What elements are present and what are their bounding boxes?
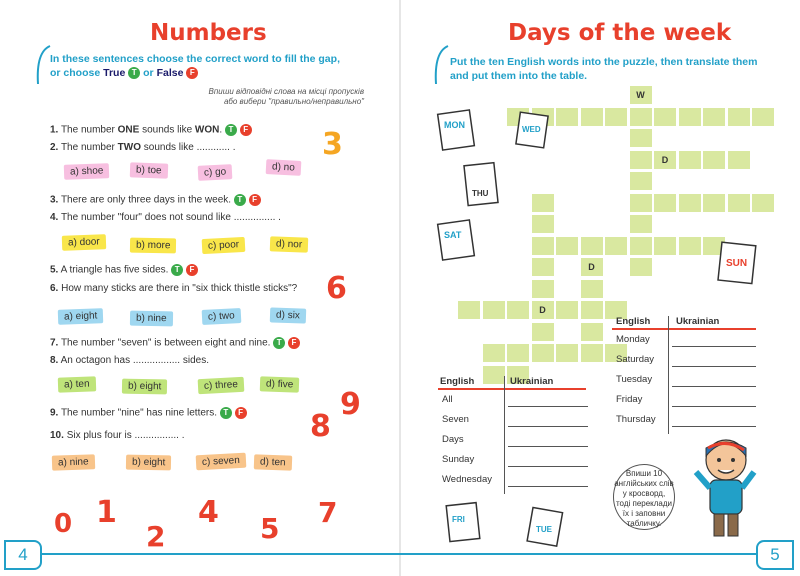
crossword-cell[interactable] [605,108,627,126]
monday-calendar-icon [436,108,476,152]
question-number: 3. [50,194,59,206]
bubble-line: табличку. [626,519,662,528]
false-badge[interactable]: F [249,194,261,206]
subtitle-line1: Впиши відповідні слова на місці пропусків [208,87,364,96]
crossword-cell[interactable] [532,215,554,233]
crossword-cell[interactable] [728,194,750,212]
number-nine-character-icon [336,386,366,420]
number-seven-character-icon [314,494,344,528]
bubble-line: їх і заповни [622,509,666,518]
question-5 [50,264,198,276]
crossword-cell[interactable] [654,108,676,126]
page-title: Numbers [150,20,267,46]
instruction-arc-decoration [432,44,452,88]
deco-digit: 1 [96,495,117,528]
instructions-line2 [50,66,370,80]
deco-digit: 2 [146,520,166,552]
question-text: Six plus four is ................ . [66,430,185,441]
false-badge: F [186,67,198,79]
question-3 [50,194,261,206]
question-number: 1. [50,124,59,136]
option-q8-d[interactable]: d) five [260,376,300,392]
table-row-word: Wednesday [442,474,492,485]
crossword-cell[interactable] [556,301,578,319]
crossword-cell[interactable] [507,344,529,362]
instructions-line2: and put them into the table. [450,70,588,82]
crossword-cell[interactable] [728,108,750,126]
crossword-cell[interactable] [532,344,554,362]
crossword-cell[interactable] [483,366,505,384]
footer-line [400,553,760,555]
page-number: 4 [4,540,42,570]
answer-line[interactable] [508,426,588,427]
false-word: False [156,67,184,79]
number-three-character-icon [318,126,348,160]
crossword-cell[interactable] [630,151,652,169]
boy-character-illustration [690,436,760,542]
question-text: The number "four" does not sound like ............... . [60,212,281,223]
crossword-cell[interactable] [581,323,603,341]
option-q10-d[interactable]: d) ten [254,454,292,470]
crossword-cell[interactable] [752,194,774,212]
crossword-cell[interactable] [532,258,554,276]
crossword-cell[interactable] [507,301,529,319]
false-badge[interactable]: F [240,124,252,136]
option-q6-b[interactable]: b) nine [130,311,173,327]
number-eight-character-icon [306,408,336,442]
crossword-cell[interactable] [703,151,725,169]
answer-line[interactable] [508,486,588,487]
crossword-cell[interactable] [605,237,627,255]
crossword-cell[interactable] [556,108,578,126]
crossword-cell[interactable] [556,237,578,255]
option-q4-b[interactable]: b) more [130,238,177,254]
table-header-english: English [440,376,475,387]
calendar-label: SAT [444,230,462,240]
instructions-or: or [143,67,154,79]
true-word: True [103,67,126,79]
question-text: sounds like [140,142,197,153]
deco-digit: 6 [326,271,347,304]
deco-digit: 4 [198,495,219,528]
crossword-cell[interactable] [581,344,603,362]
false-badge[interactable]: F [235,407,247,419]
question-bold: TWO [117,142,141,153]
crossword-cell[interactable]: D [532,301,554,319]
option-q2-c[interactable]: c) go [198,164,233,181]
option-q2-b[interactable]: b) toe [130,162,168,178]
question-text: How many sticks are there in "six thick thistle sticks"? [61,283,298,294]
question-number: 6. [50,283,59,294]
false-badge[interactable]: F [288,337,300,349]
false-badge[interactable]: F [186,264,198,276]
bubble-line: тоді переклади [615,499,673,508]
question-7 [50,337,300,349]
question-6 [50,283,297,294]
option-q8-a[interactable]: a) ten [58,376,96,392]
number-five-character-icon [256,510,286,544]
crossword-cell[interactable] [679,194,701,212]
crossword-cell[interactable] [532,323,554,341]
number-one-character-icon [92,494,122,528]
question-text: The number "seven" is between eight and nine. [60,337,271,349]
deco-digit: 8 [310,409,331,442]
table-row-word: Friday [616,394,643,405]
question-text: An octagon has ................. sides. [60,355,209,366]
question-2 [50,142,235,153]
answer-line[interactable] [508,406,588,407]
option-q4-c[interactable]: c) poor [202,237,246,254]
true-badge[interactable]: T [273,337,285,349]
crossword-cell[interactable] [581,301,603,319]
calendar-label: FRI [452,515,465,524]
crossword-cell[interactable] [630,194,652,212]
true-badge[interactable]: T [234,194,246,206]
page-number: 5 [756,540,794,570]
answer-line[interactable] [672,366,756,367]
question-number: 10. [50,430,64,441]
question-text: There are only three days in the week. [60,194,232,206]
table-header-rule [438,388,586,390]
table-row-word: Tuesday [616,374,653,385]
calendar-label: TUE [536,525,552,534]
calendar-label: SUN [726,258,748,269]
crossword-cell[interactable] [532,280,554,298]
crossword-cell[interactable]: D [581,258,603,276]
subtitle-line2: або вибери "правильно/неправильно" [223,97,364,106]
question-9 [50,407,247,419]
footer-line [40,553,400,555]
answer-line[interactable] [672,426,756,427]
number-six-character-icon [322,270,352,304]
question-bold: WON [194,124,220,136]
crossword-cell[interactable] [532,237,554,255]
deco-digit: 5 [260,512,280,544]
wednesday-calendar-icon [514,110,550,150]
number-two-character-icon [142,518,172,552]
true-badge[interactable]: T [225,124,237,136]
crossword-cell[interactable] [679,108,701,126]
page-days-of-week [400,0,800,576]
calendar-label: WED [522,125,541,134]
crossword-cell[interactable] [630,172,652,190]
saturday-calendar-icon [436,218,476,262]
table-row-word: Days [442,434,464,445]
question-number: 2. [50,142,59,153]
crossword-cell[interactable] [630,258,652,276]
crossword-cell[interactable] [630,108,652,126]
table-row-word: Saturday [616,354,655,365]
sunday-calendar-icon [716,240,760,286]
table-header-rule [612,328,756,330]
crossword-cell[interactable] [679,237,701,255]
instructions-line1: Put the ten English words into the puzzle, then translate them [450,56,758,68]
question-number: 4. [50,212,59,223]
deco-digit: 7 [318,496,338,528]
crossword-cell[interactable] [654,237,676,255]
question-bold: ONE [117,124,140,136]
question-4 [50,212,281,223]
option-q10-a[interactable]: a) nine [52,454,95,470]
question-text: The number [60,124,118,136]
crossword-cell[interactable] [703,194,725,212]
deco-digit: 9 [340,387,361,420]
instructions [450,55,780,83]
bubble-line: англійських слів [614,479,674,488]
calendar-label: THU [472,189,489,198]
question-number: 5. [50,264,59,276]
crossword-cell[interactable] [679,151,701,169]
bubble-line: Впиши 10 [625,469,663,478]
question-text: The number "nine" has nine letters. [60,407,218,419]
crossword-cell[interactable] [630,237,652,255]
crossword-cell[interactable] [483,301,505,319]
instructions [50,52,370,80]
question-text: . [219,124,223,136]
question-text: The number [60,142,118,153]
instructions-or-choose: or choose [50,67,101,79]
instructions-line1: In these sentences choose the correct word to fill the gap, [50,53,340,65]
option-q2-d[interactable]: d) no [266,159,302,176]
question-1 [50,124,252,136]
crossword-cell[interactable] [728,151,750,169]
deco-digit: 3 [322,127,343,160]
option-q10-c[interactable]: c) seven [196,453,247,471]
crossword-cell[interactable] [752,108,774,126]
crossword-cell[interactable] [458,301,480,319]
answer-line[interactable] [508,446,588,447]
true-badge: T [128,67,140,79]
ukrainian-subtitle [140,87,364,107]
true-badge[interactable]: T [220,407,232,419]
crossword-cell[interactable] [581,280,603,298]
tuesday-calendar-icon [526,506,566,548]
answer-line[interactable] [672,386,756,387]
question-text: A triangle has five sides. [60,264,169,276]
crossword-cell[interactable] [703,108,725,126]
option-q6-c[interactable]: c) two [202,308,241,325]
friday-calendar-icon [444,500,484,544]
calendar-label: MON [444,120,465,130]
option-q8-c[interactable]: c) three [198,377,245,394]
crossword-cell[interactable] [630,215,652,233]
option-q4-a[interactable]: a) door [62,234,106,251]
question-number: 8. [50,355,59,366]
crossword-cell[interactable]: W [630,86,652,104]
option-q4-d[interactable]: d) nor [270,236,309,252]
table-row-word: Seven [442,414,469,425]
table-column-divider [504,376,505,494]
answer-line[interactable] [508,466,588,467]
option-q6-a[interactable]: a) eight [58,308,104,325]
table-row-word: Sunday [442,454,475,465]
deco-digit: 0 [54,509,73,538]
question-8 [50,355,209,366]
crossword-cell[interactable] [630,129,652,147]
table-row-word: All [442,394,453,405]
crossword-cell[interactable] [581,108,603,126]
answer-line[interactable] [672,346,756,347]
option-q6-d[interactable]: d) six [270,307,306,323]
question-10 [50,430,185,441]
crossword-cell[interactable] [581,237,603,255]
question-number: 9. [50,407,59,419]
crossword-cell[interactable] [483,344,505,362]
number-four-character-icon [194,494,224,528]
question-text: sounds like [139,124,195,136]
crossword-cell[interactable] [556,344,578,362]
thursday-calendar-icon [462,160,502,210]
option-q10-b[interactable]: b) eight [126,455,172,471]
question-number: 7. [50,337,59,349]
number-zero-character-icon [50,504,80,538]
option-q2-a[interactable]: a) shoe [64,163,110,180]
table-column-divider [668,316,669,434]
crossword-cell[interactable] [532,194,554,212]
crossword-cell[interactable]: D [654,151,676,169]
bubble-line: у кросворд, [622,489,666,498]
question-text: ............ . [196,142,236,153]
table-row-word: Monday [616,334,650,345]
table-header-english: English [616,316,651,327]
table-header-ukrainian: Ukrainian [676,316,720,327]
option-q8-b[interactable]: b) eight [122,379,168,395]
speech-bubble [613,464,675,530]
true-badge[interactable]: T [171,264,183,276]
table-header-ukrainian: Ukrainian [510,376,554,387]
crossword-cell[interactable] [654,194,676,212]
answer-line[interactable] [672,406,756,407]
table-row-word: Thursday [616,414,656,425]
page-title: Days of the week [508,20,732,46]
